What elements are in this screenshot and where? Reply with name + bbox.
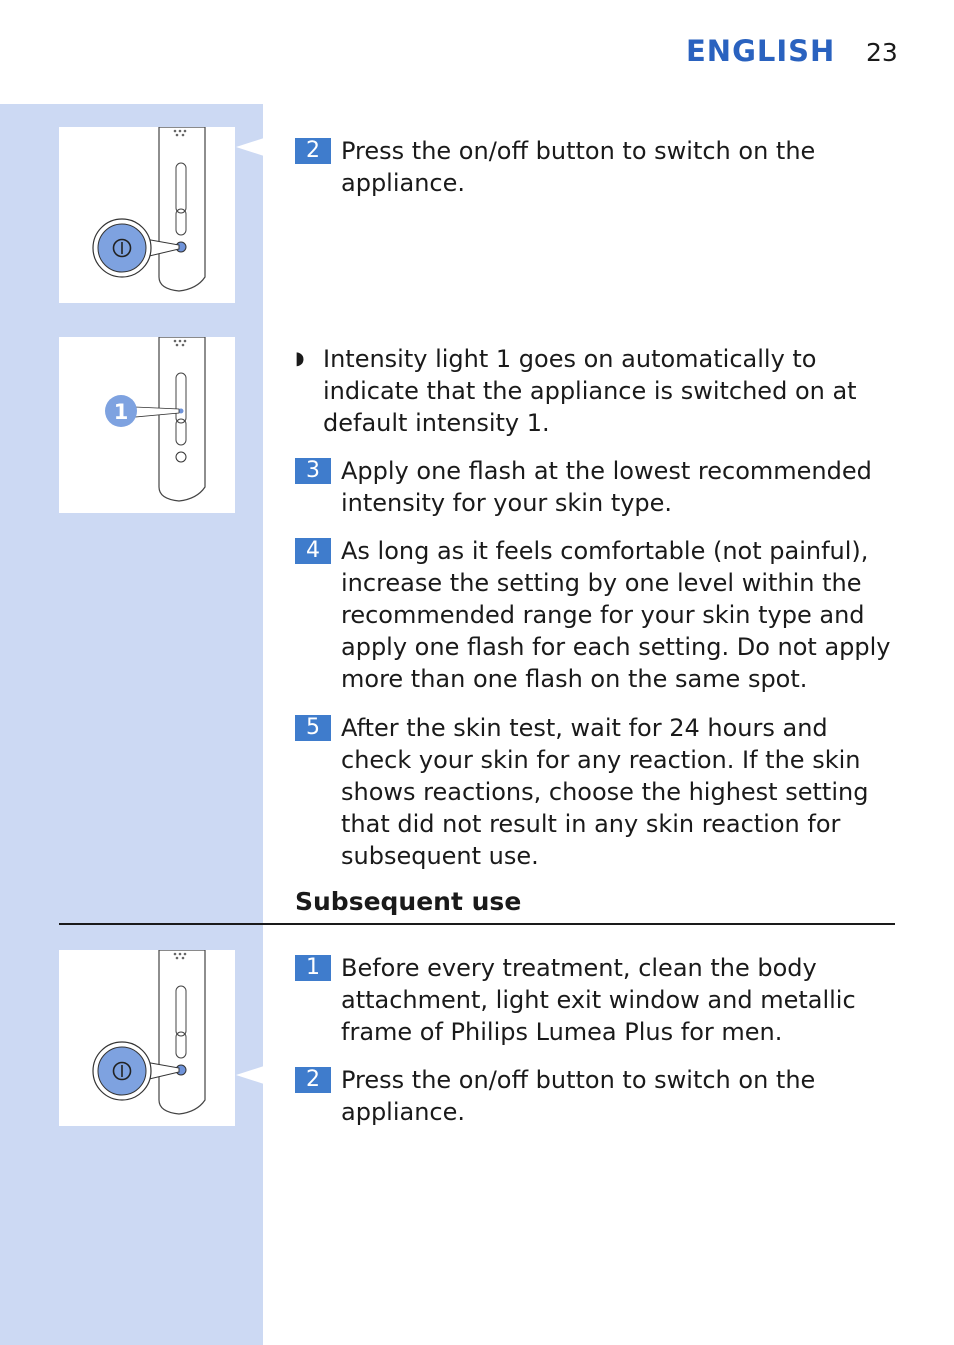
step-text: After the skin test, wait for 24 hours and check your skin for any reaction. If the skin shows reactions, choose the highest setting that did not result in any skin reaction for subsequent use.: [341, 714, 869, 870]
step-number: 1: [295, 955, 331, 981]
figure-pointer: [236, 138, 264, 156]
step-text: As long as it feels comfortable (not painful), increase the setting by one level within the recommended range for your skin type and apply one flash for each setting. Do not apply more than one flash on the same spot.: [341, 537, 891, 693]
step-text: Press the on/off button to switch on the appliance.: [341, 1066, 816, 1126]
step-number: 2: [295, 138, 331, 164]
step-item: [295, 535, 905, 695]
step-text: Apply one flash at the lowest recommended intensity for your skin type.: [341, 457, 872, 517]
page-number: 23: [866, 38, 898, 67]
section-divider: [59, 923, 895, 925]
language-header: ENGLISH: [686, 34, 836, 68]
figure-label: 1: [113, 400, 129, 424]
step-item: [295, 455, 905, 519]
step-item: [295, 135, 905, 199]
section-heading: Subsequent use: [295, 887, 522, 916]
step-item: [295, 1064, 905, 1128]
bullet-icon: ◗: [295, 348, 305, 369]
bullet-text: Intensity light 1 goes on automatically to indicate that the appliance is switched on at default intensity 1.: [323, 345, 857, 437]
step-number: 2: [295, 1067, 331, 1093]
step-item: [295, 952, 905, 1048]
step-number: 4: [295, 538, 331, 564]
figure-pointer: [236, 1066, 264, 1084]
step-text: Press the on/off button to switch on the appliance.: [341, 137, 816, 197]
bullet-item: [295, 343, 905, 439]
figure-intensity-light: [59, 337, 235, 513]
step-text: Before every treatment, clean the body attachment, light exit window and metallic frame of Philips Lumea Plus for men.: [341, 954, 856, 1046]
step-number: 3: [295, 458, 331, 484]
figure-power-button: [59, 950, 235, 1126]
figure-power-button: [59, 127, 235, 303]
step-item: [295, 712, 905, 872]
step-number: 5: [295, 715, 331, 741]
